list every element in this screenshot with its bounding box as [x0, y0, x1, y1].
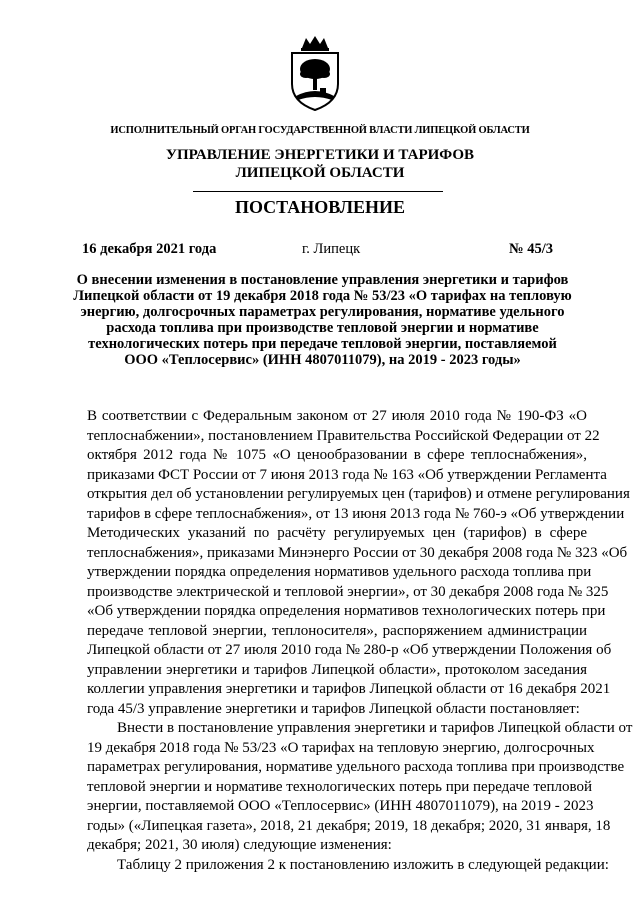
body-line: года 45/3 управление энергетики и тарифов Липецкой области постановляет:	[87, 700, 580, 717]
document-body	[57, 407, 633, 875]
body-line: передаче тепловой энергии, теплоносителя», распоряжением администрации	[87, 622, 587, 639]
body-line: параметрах регулирования, нормативе удельного расхода топлива при производстве	[87, 759, 625, 775]
body-line: Внести в постановление управления энергетики и тарифов Липецкой области от	[117, 720, 633, 736]
body-paragraph-legal-basis	[57, 407, 630, 719]
body-paragraph-table-note	[57, 856, 609, 876]
subject-line: технологических потерь при передаче тепловой энергии, поставляемой	[88, 336, 557, 352]
body-line: открытия дел об установлении регулируемых цен (тарифов) и отмене регулирования	[87, 486, 630, 502]
body-line: «Об утверждении порядка определения нормативов технологических потерь при	[87, 603, 606, 619]
body-line: утверждении порядка определения нормативов удельного расхода топлива при	[87, 564, 592, 580]
department-name	[0, 146, 640, 182]
body-line: теплоснабжения», приказами Минэнерго России от 30 декабря 2008 года № 323 «Об	[87, 544, 628, 561]
department-name-line1: УПРАВЛЕНИЕ ЭНЕРГЕТИКИ И ТАРИФОВ	[165, 147, 475, 163]
document-date: 16 декабря 2021 года	[82, 241, 217, 257]
body-line: декабря; 2021, 30 июля) следующие изменения:	[87, 837, 392, 853]
header-divider	[193, 191, 443, 192]
body-line: Методических указаний по расчёту регулируемых цен (тарифов) в сфере	[87, 525, 587, 541]
subject-line: расхода топлива при производстве тепловой энергии и нормативе	[106, 320, 539, 336]
body-line: октября 2012 года № 1075 «О ценообразовании в сфере теплоснабжения»,	[87, 447, 587, 463]
body-line: энергии, поставляемой ООО «Теплосервис» (ИНН 4807011079), на 2019 - 2023	[87, 798, 594, 814]
body-line: производстве электрической и тепловой энергии», от 30 декабря 2008 года № 325	[87, 583, 609, 600]
body-line: 19 декабря 2018 года № 53/23 «О тарифах на тепловую энергию, долгосрочных	[87, 739, 595, 756]
body-line: В соответствии с Федеральным законом от 27 июля 2010 года № 190-ФЗ «О	[87, 408, 587, 424]
body-line: годы» («Липецкая газета», 2018, 21 декабря; 2019, 18 декабря; 2020, 31 января, 18	[87, 817, 611, 834]
body-line: Липецкой области от 27 июля 2010 года № 280-р «Об утверждении Положения об	[87, 642, 612, 658]
body-paragraph-amendment	[57, 719, 633, 856]
body-line: теплоснабжении», постановлением Правительства Российской Федерации от 22	[87, 427, 600, 444]
body-line: Таблицу 2 приложения 2 к постановлению изложить в следующей редакции:	[117, 856, 609, 873]
body-line: управлении энергетики и тарифов Липецкой области», протоколом заседания	[87, 661, 587, 678]
coat-of-arms-emblem	[284, 34, 346, 112]
document-city: г. Липецк	[302, 241, 361, 257]
document-type: ПОСТАНОВЛЕНИЕ	[234, 197, 406, 217]
body-line: тепловой энергии и нормативе технологических потерь при передаче тепловой	[87, 778, 593, 795]
issuing-authority: ИСПОЛНИТЕЛЬНЫЙ ОРГАН ГОСУДАРСТВЕННОЙ ВЛАСТИ ЛИПЕЦКОЙ ОБЛАСТИ	[110, 125, 530, 136]
department-name-line2: ЛИПЕЦКОЙ ОБЛАСТИ	[235, 165, 405, 181]
body-line: приказами ФСТ России от 7 июня 2013 года № 163 «Об утверждении Регламента	[87, 466, 607, 483]
body-line: коллегии управления энергетики и тарифов Липецкой области от 16 декабря 2021	[87, 681, 611, 697]
document-subject	[50, 272, 595, 368]
subject-line: Липецкой области от 19 декабря 2018 года № 53/23 «О тарифах на тепловую	[73, 288, 572, 304]
subject-line: О внесении изменения в постановление управления энергетики и тарифов	[76, 272, 569, 288]
subject-line: энергию, долгосрочных параметрах регулирования, нормативе удельного	[80, 304, 565, 320]
body-line: тарифов в сфере теплоснабжения», от 13 июня 2013 года № 760-э «Об утверждении	[87, 505, 625, 522]
document-number: № 45/3	[509, 241, 553, 257]
subject-line: ООО «Теплосервис» (ИНН 4807011079), на 2019 - 2023 годы»	[124, 352, 521, 368]
